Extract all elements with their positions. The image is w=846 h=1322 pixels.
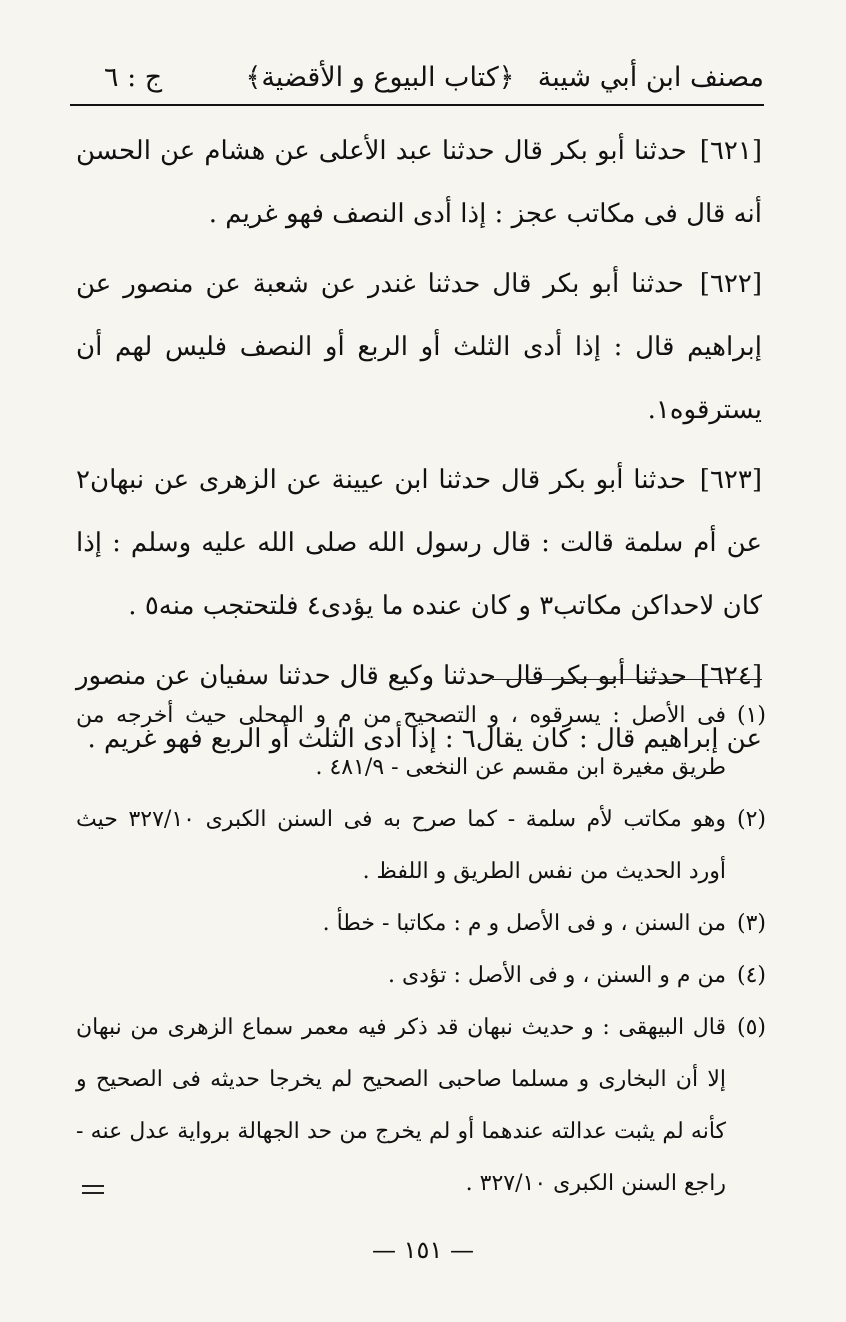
footnote-text: من م و السنن ، و فى الأصل : تؤدى . — [387, 963, 726, 988]
hadith-number: [٦٢٣] — [699, 465, 762, 495]
page-number: — ١٥١ — — [372, 1236, 474, 1264]
hadith-text: حدثنا أبو بكر قال حدثنا غندر عن شعبة عن منصور عن إبراهيم قال : إذا أدى الثلث أو الربع أو النصف فليس لهم أن يسترقوه١. — [76, 269, 762, 425]
running-header — [72, 52, 764, 102]
footnote-3 — [76, 898, 766, 950]
footnote-1 — [76, 690, 766, 794]
header-rule — [70, 104, 764, 106]
footnote-text: من السنن ، و فى الأصل و م : مكاتبا - خطأ . — [322, 911, 726, 936]
hadith-number: [٦٢٤] — [699, 661, 762, 691]
hadith-number: [٦٢٢] — [699, 269, 762, 299]
hadith-text: حدثنا أبو بكر قال حدثنا وكيع قال حدثنا سفيان عن منصور عن إبراهيم قال : كان يقال٦ : إذا أدى الثلث أو الربع فهو غريم . — [76, 661, 762, 754]
footnote-number: (١) — [736, 703, 766, 728]
footnote-text: فى الأصل : يسرقوه ، و التصحيح من م و المحلى حيث أخرجه من طريق مغيرة ابن مقسم عن النخعى - ٤٨١/٩ . — [76, 703, 726, 780]
footnote-2 — [76, 794, 766, 898]
end-mark — [82, 1185, 104, 1194]
footnote-number: (٥) — [736, 1015, 766, 1040]
hadith-621 — [76, 120, 762, 246]
hadith-623 — [76, 449, 762, 638]
footnote-5 — [76, 1002, 766, 1210]
book-title: مصنف ابن أبي شيبة — [537, 61, 764, 93]
footnote-text: قال البيهقى : و حديث نبهان قد ذكر فيه معمر سماع الزهرى من نبهان إلا أن البخارى و مسلما صاحبى الصحيح لم يخرجا حديثه فى الصحيح و كأنه لم يثبت عدالته عندهما أو لم يخرج من حد الجهالة برواية عدل عنه - راجع السنن الكبرى ٣٢٧/١٠ . — [76, 1015, 726, 1196]
footnote-number: (٢) — [736, 807, 766, 832]
chapter-title: ﴿كتاب البيوع و الأقضية﴾ — [245, 61, 515, 93]
footnote-rule — [492, 679, 762, 680]
hadith-622 — [76, 253, 762, 442]
hadith-text: حدثنا أبو بكر قال حدثنا عبد الأعلى عن هشام عن الحسن أنه قال فى مكاتب عجز : إذا أدى النصف فهو غريم . — [76, 136, 762, 229]
volume-number: ج : ٦ — [104, 61, 163, 93]
hadith-text: حدثنا أبو بكر قال حدثنا ابن عيينة عن الزهرى عن نبهان٢ عن أم سلمة قالت : قال رسول الله صلى الله عليه وسلم : إذا كان لاحداكن مكاتب٣ و كان عنده ما يؤدى٤ فلتحتجب منه٥ . — [76, 465, 762, 621]
footnote-text: وهو مكاتب لأم سلمة - كما صرح به فى السنن الكبرى ٣٢٧/١٠ حيث أورد الحديث من نفس الطريق و اللفظ . — [76, 807, 727, 884]
hadith-number: [٦٢١] — [699, 136, 763, 166]
footnote-4 — [76, 950, 766, 1002]
footnotes — [76, 690, 766, 1210]
footnote-number: (٣) — [736, 911, 766, 936]
footnote-number: (٤) — [736, 963, 766, 988]
